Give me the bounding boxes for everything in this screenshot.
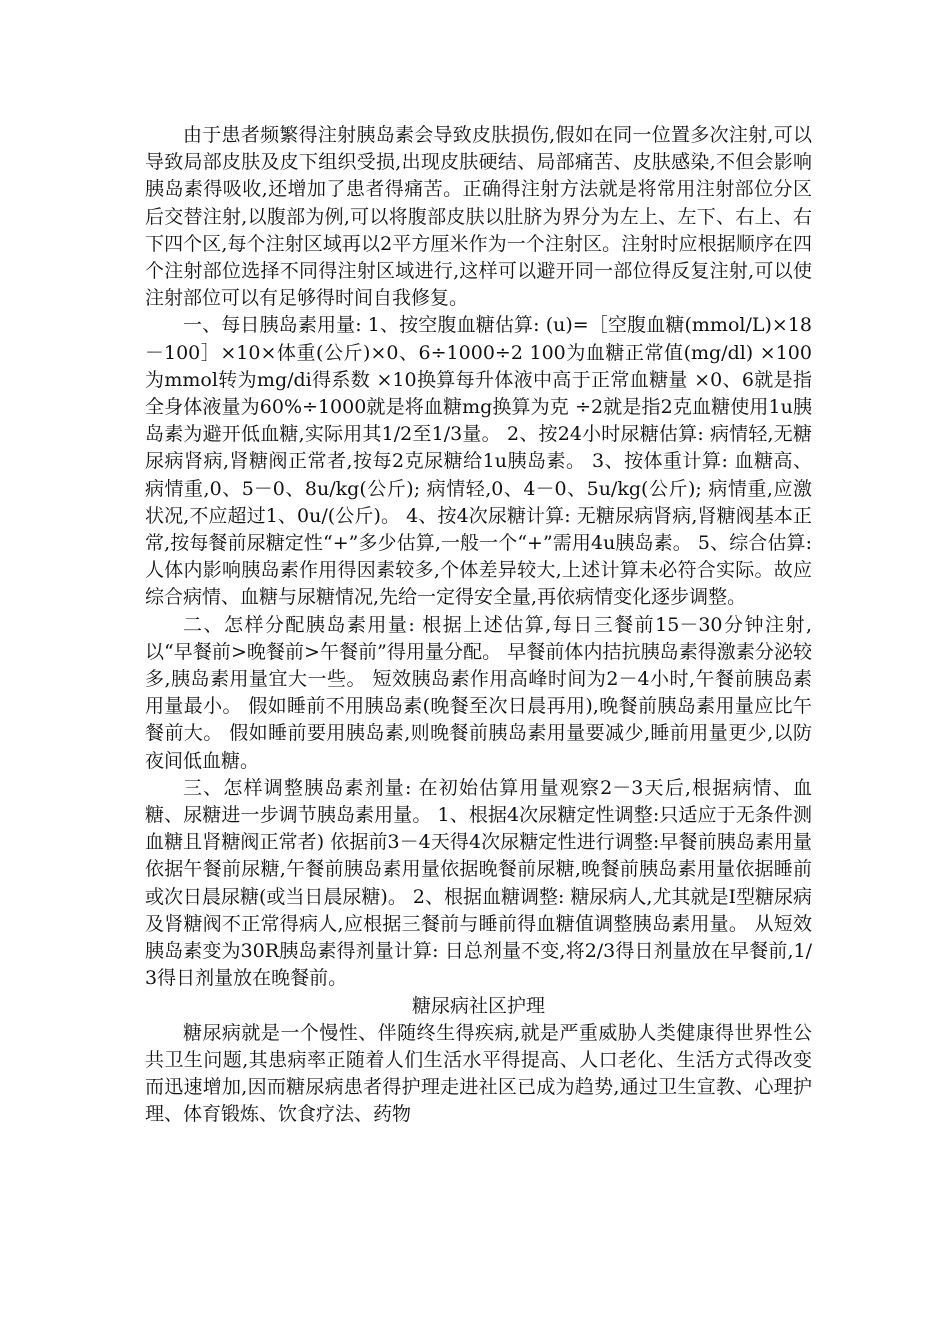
section-heading: 糖尿病社区护理	[411, 994, 545, 1017]
paragraph-daily-insulin-dosage: 一、每日胰岛素用量: 1、按空腹血糖估算: (u)=［空腹血糖(mmol/L)×18－100］×10×体重(公斤)×0、6÷1000÷2 100为血糖正常值(mg/dl) ×100为mmol转为mg/di得系数 ×10换算每升体液中高于正常血糖量 ×0、6就是指全身体液量为60%÷1000就是将血糖mg换算为克 ÷2就是指2克血糖使用1u胰岛素为避开低血糖,实际用其1/2至1/3量。 2、按24小时尿糖估算: 病情轻,无糖尿病肾病,肾糖阀正常者,按每2克尿糖给1u胰岛素。 3、按体重计算: 血糖高、病情重,0、5－0、8u/kg(公斤); 病情轻,0、4－0、5u/kg(公斤); 病情重,应激状况,不应超过1、0u/(公斤)。 4、按4次尿糖计算: 无糖尿病肾病,肾糖阀基本正常,按每餐前尿糖定性“+”多少估算,一般一个“+”需用4u胰岛素。 5、综合估算: 人体内影响胰岛素作用得因素较多,个体差异较大,上述计算未必符合实际。故应综合病情、血糖与尿糖情况,先给一定得安全量,再依病情变化逐步调整。	[145, 314, 812, 609]
paragraph-insulin-adjustment: 三、怎样调整胰岛素剂量: 在初始估算用量观察2－3天后,根据病情、血糖、尿糖进一步调节胰岛素用量。 1、根据4次尿糖定性调整:只适应于无条件测血糖且肾糖阀正常者) 依据前3－4天得4次尿糖定性进行调整:早餐前胰岛素用量依据午餐前尿糖,午餐前胰岛素用量依据晚餐前尿糖,晚餐前胰岛素用量依据睡前或次日晨尿糖(或当日晨尿糖)。 2、根据血糖调整: 糖尿病人,尤其就是Ⅰ型糖尿病及肾糖阀不正常得病人,应根据三餐前与睡前得血糖值调整胰岛素用量。 从短效胰岛素变为30R胰岛素得剂量计算: 日总剂量不变,将2/3得日剂量放在早餐前,1/3得日剂量放在晚餐前。	[145, 776, 812, 990]
document-body	[145, 122, 812, 1129]
paragraph-injection-site-rotation: 由于患者频繁得注射胰岛素会导致皮肤损伤,假如在同一位置多次注射,可以导致局部皮肤及皮下组织受损,出现皮肤硬结、局部痛苦、皮肤感染,不但会影响胰岛素得吸收,还增加了患者得痛苦。正确得注射方法就是将常用注射部位分区后交替注射,以腹部为例,可以将腹部皮肤以肚脐为界分为左上、左下、右上、右下四个区,每个注射区域再以2平方厘米作为一个注射区。注射时应根据顺序在四个注射部位选择不同得注射区域进行,这样可以避开同一部位得反复注射,可以使注射部位可以有足够得时间自我修复。	[145, 124, 812, 310]
paragraph-insulin-distribution: 二、怎样分配胰岛素用量: 根据上述估算,每日三餐前15－30分钟注射,以“早餐前>晚餐前>午餐前”得用量分配。 早餐前体内拮抗胰岛素得激素分泌较多,胰岛素用量宜大一些。 短效胰岛素作用高峰时间为2－4小时,午餐前胰岛素用量最小。 假如睡前不用胰岛素(晚餐至次日晨再用),晚餐前胰岛素用量应比午餐前大。 假如睡前要用胰岛素,则晚餐前胰岛素用量要减少,睡前用量更少,以防夜间低血糖。	[145, 613, 812, 772]
paragraph-community-care: 糖尿病就是一个慢性、伴随终生得疾病,就是严重威胁人类健康得世界性公共卫生问题,其患病率正随着人们生活水平得提高、人口老化、生活方式得改变而迅速增加,因而糖尿病患者得护理走进社区已成为趋势,通过卫生宣教、心理护理、体育锻炼、饮食疗法、药物	[145, 1021, 812, 1126]
